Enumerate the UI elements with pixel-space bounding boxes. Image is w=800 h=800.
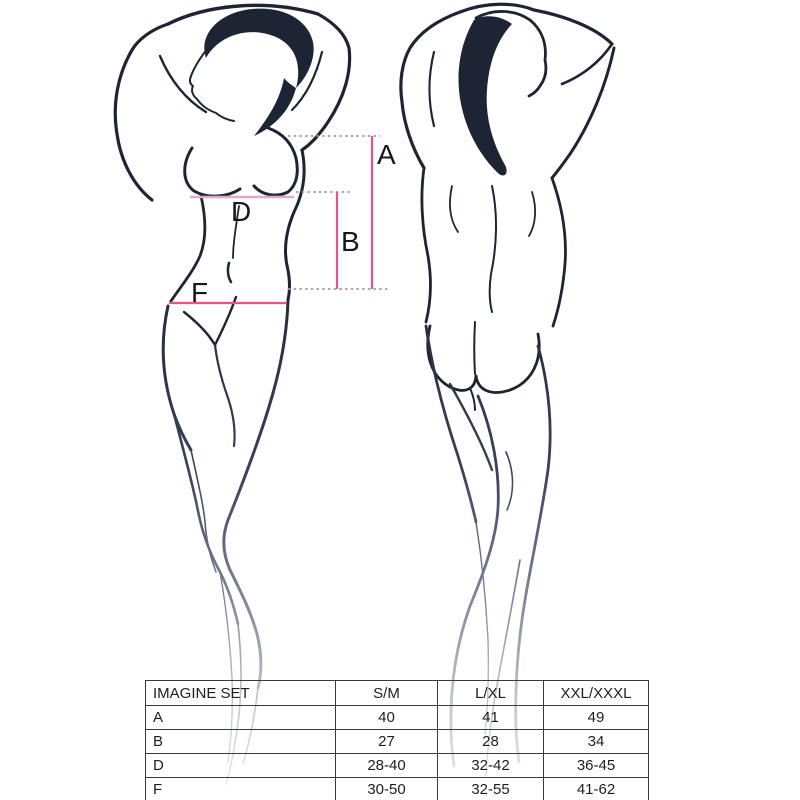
back-figure — [401, 4, 614, 776]
cell-d-xxl: 36-45 — [544, 754, 649, 778]
measure-label-d: D — [231, 196, 252, 227]
size-table-header-row — [146, 681, 649, 706]
cell-a-sm: 40 — [336, 706, 438, 730]
cell-f-sm: 30-50 — [336, 778, 438, 800]
size-table-row-a — [146, 706, 649, 730]
size-table-row-f — [146, 778, 649, 800]
front-figure — [115, 5, 349, 784]
size-table-product-name: IMAGINE SET — [146, 681, 336, 706]
cell-b-sm: 27 — [336, 730, 438, 754]
size-table — [145, 680, 649, 800]
size-table-row-d — [146, 754, 649, 778]
cell-f-lxl: 32-55 — [438, 778, 544, 800]
measure-label-f: F — [191, 277, 209, 308]
row-label-f: F — [146, 778, 336, 800]
cell-d-lxl: 32-42 — [438, 754, 544, 778]
cell-f-xxl: 41-62 — [544, 778, 649, 800]
size-table-col-lxl: L/XL — [438, 681, 544, 706]
cell-a-lxl: 41 — [438, 706, 544, 730]
row-label-b: B — [146, 730, 336, 754]
measure-label-a: A — [377, 139, 396, 170]
cell-d-sm: 28-40 — [336, 754, 438, 778]
size-table-row-b — [146, 730, 649, 754]
cell-b-lxl: 28 — [438, 730, 544, 754]
cell-a-xxl: 49 — [544, 706, 649, 730]
cell-b-xxl: 34 — [544, 730, 649, 754]
row-label-a: A — [146, 706, 336, 730]
size-table-col-sm: S/M — [336, 681, 438, 706]
measure-label-b: B — [341, 226, 360, 257]
row-label-d: D — [146, 754, 336, 778]
size-table-col-xxl: XXL/XXXL — [544, 681, 649, 706]
